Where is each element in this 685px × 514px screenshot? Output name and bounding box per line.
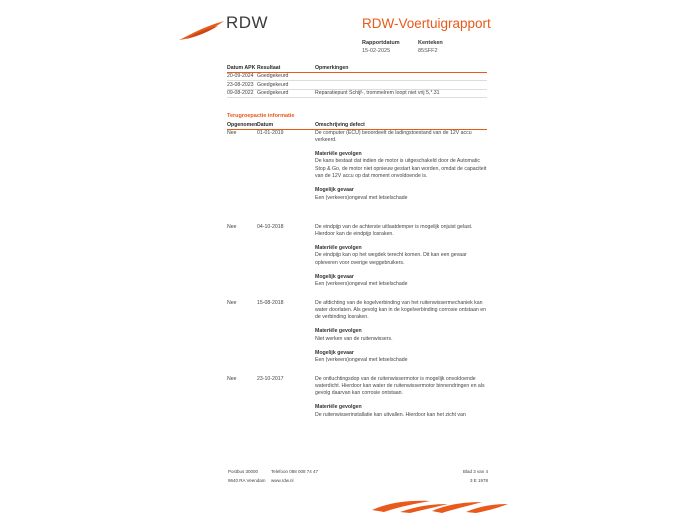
recall-col-taken: Opgenomen bbox=[227, 122, 258, 128]
report-date-label: Rapportdatum bbox=[362, 40, 400, 46]
footer-page: Blad 3 van 4 bbox=[462, 469, 488, 474]
footer-city: 9640 RA Veendam bbox=[228, 477, 266, 483]
table-row bbox=[227, 81, 487, 90]
recall-date: 15-08-2018 bbox=[257, 299, 284, 306]
danger-label: Mogelijk gevaar bbox=[315, 273, 354, 280]
consequences-text: De kans bestaat dat indien de motor is uitgeschakeld door de Automatic Stop & Go, de motor niet opnieuw gestart kan worden, omdat de capaciteit van de 12V accu op dat moment onvoldoende is. bbox=[315, 158, 487, 179]
table-row bbox=[227, 73, 487, 82]
consequences-text: Niet werken van de ruitenwissers. bbox=[315, 335, 393, 342]
apk-col-remarks: Opmerkingen bbox=[315, 65, 349, 71]
recall-entry bbox=[227, 300, 487, 376]
consequences-text: De eindpijp kan op het wegdek terecht komen. Dit kan een gevaar opleveren voor overige weggebruikers. bbox=[315, 252, 467, 266]
footer-address bbox=[228, 468, 266, 485]
footer-code: 3 E 1978 bbox=[469, 477, 488, 483]
recall-taken: Nee bbox=[227, 299, 237, 306]
decorative-stripes bbox=[370, 498, 510, 514]
report-date-value: 15-02-2025 bbox=[362, 47, 391, 54]
apk-date: 09-08-2022 bbox=[227, 90, 254, 97]
apk-result: Goedgekeurd bbox=[257, 73, 289, 80]
recall-taken: Nee bbox=[227, 375, 237, 382]
apk-result: Goedgekeurd bbox=[257, 81, 289, 88]
apk-remark: Reparatiepunt Schijf-, trommelrem loopt niet vrij 5,*.31 bbox=[315, 90, 440, 97]
recall-title: Terugroepactie informatie bbox=[227, 113, 295, 119]
danger-label: Mogelijk gevaar bbox=[315, 187, 354, 194]
consequences-text: De ruitenwisserinstallatie kan uitvallen. Hierdoor kan het zicht van bbox=[315, 411, 466, 418]
rdw-wing-icon bbox=[178, 20, 226, 42]
recall-entry bbox=[227, 224, 487, 300]
recall-description-block bbox=[315, 376, 487, 419]
recall-date: 23-10-2017 bbox=[257, 375, 284, 382]
footer-contact bbox=[271, 468, 318, 485]
consequences-label: Materiële gevolgen bbox=[315, 328, 362, 335]
recall-taken: Nee bbox=[227, 223, 237, 230]
footer-page-info bbox=[462, 468, 488, 485]
recall-description-block bbox=[315, 300, 487, 376]
consequences-label: Materiële gevolgen bbox=[315, 404, 362, 411]
footer-postbus: Postbus 30000 bbox=[228, 469, 259, 474]
recall-section bbox=[227, 113, 487, 419]
brand-name: RDW bbox=[226, 13, 269, 32]
apk-date: 23-08-2023 bbox=[227, 81, 254, 88]
table-row bbox=[227, 90, 487, 99]
plate-value: 85SFF2 bbox=[418, 47, 438, 54]
report-date-block bbox=[362, 40, 400, 55]
recall-taken: Nee bbox=[227, 129, 237, 136]
apk-col-result: Resultaat bbox=[257, 65, 281, 71]
recall-description: De afdichting van de kogelverbinding van het ruitenwissermechaniek kan water doorlaten. Als gevolg kan in de kogelverbinding corrosie ontstaan en de verbinding losraken. bbox=[315, 299, 487, 321]
report-title: RDW-Voertuigrapport bbox=[362, 16, 491, 31]
recall-description-block bbox=[315, 130, 487, 224]
apk-date: 20-09-2024 bbox=[227, 73, 254, 80]
recall-description: De eindpijp van de achterste uitlaatdemper is mogelijk onjuist gelast. Hierdoor kan de eindpijp losraken. bbox=[315, 223, 473, 237]
danger-text: Een (verkeers)ongeval met letselschade bbox=[315, 357, 408, 364]
footer-web: www.rdw.nl bbox=[271, 477, 294, 483]
apk-result: Goedgekeurd bbox=[257, 90, 289, 97]
apk-col-date: Datum APK bbox=[227, 65, 256, 71]
recall-table-header bbox=[227, 120, 487, 130]
danger-label: Mogelijk gevaar bbox=[315, 349, 354, 356]
recall-description: De ontluchtingsdop van de ruitenwissermotor is mogelijk onvoldoende waterdicht. Hierdoor kan water de ruitenwissermotor binnendringen en als gevolg daarvan kan corrosie ontstaan. bbox=[315, 375, 485, 397]
recall-description-block bbox=[315, 224, 487, 300]
plate-block bbox=[418, 40, 443, 55]
recall-entry bbox=[227, 376, 487, 419]
danger-text: Een (verkeers)ongeval met letselschade bbox=[315, 281, 408, 288]
recall-date: 01-01-2019 bbox=[257, 129, 284, 136]
apk-table bbox=[227, 63, 487, 98]
recall-col-date: Datum bbox=[257, 122, 274, 128]
recall-description: De computer (ECU) beoordeelt de ladingstoestand van de 12V accu verkeerd. bbox=[315, 129, 472, 143]
plate-label: Kenteken bbox=[418, 40, 443, 46]
recall-col-description: Omschrijving defect bbox=[315, 122, 365, 128]
footer-phone: Telefoon 088 008 74 47 bbox=[271, 469, 319, 474]
consequences-label: Materiële gevolgen bbox=[315, 245, 362, 252]
recall-entry bbox=[227, 130, 487, 224]
apk-table-header bbox=[227, 63, 487, 73]
consequences-label: Materiële gevolgen bbox=[315, 151, 362, 158]
danger-text: Een (verkeers)ongeval met letselschade bbox=[315, 194, 408, 201]
recall-date: 04-10-2018 bbox=[257, 223, 284, 230]
